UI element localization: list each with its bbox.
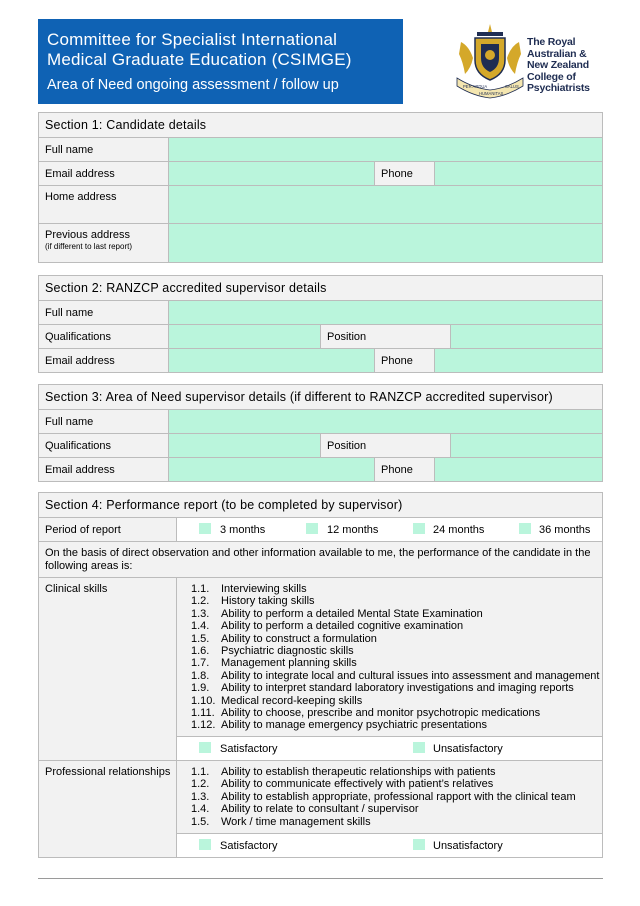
s3-email-field[interactable] xyxy=(168,457,375,482)
clinical-item-text: History taking skills xyxy=(221,595,315,608)
clinical-item-text: Medical record-keeping skills xyxy=(221,694,363,707)
clinical-item xyxy=(191,645,354,657)
clinical-item-number: 1.3. xyxy=(191,607,210,620)
clinical-item-number: 1.12. xyxy=(191,719,216,732)
section1-title: Section 1: Candidate details xyxy=(38,112,603,138)
professional-item xyxy=(191,766,496,778)
professional-item-text: Ability to establish therapeutic relationships with patients xyxy=(221,766,496,778)
ranzcp-logo xyxy=(455,24,605,100)
s1-previous-address-note: (if different to last report) xyxy=(45,242,132,251)
period-12-months-label: 12 months xyxy=(327,524,379,536)
professional-item-number: 1.2. xyxy=(191,778,210,791)
clinical-item-number: 1.8. xyxy=(191,669,210,682)
clinical-item-number: 1.11. xyxy=(191,707,215,719)
clinical-item-text: Ability to perform a detailed Mental State Examination xyxy=(221,607,483,620)
professional-unsatisfactory-label: Unsatisfactory xyxy=(433,840,503,852)
s2-qualifications-label: Qualifications xyxy=(38,324,169,349)
s2-position-label: Position xyxy=(320,324,451,349)
footer-divider xyxy=(38,878,603,879)
clinical-item xyxy=(191,633,377,645)
college-name: The Royal Australian & New Zealand College of Psychiatrists xyxy=(527,36,590,95)
professional-item-number: 1.4. xyxy=(191,803,210,816)
s1-phone-field[interactable] xyxy=(434,161,603,186)
s2-email-field[interactable] xyxy=(168,348,375,373)
professional-item xyxy=(191,791,576,803)
s1-home-address-field[interactable] xyxy=(168,185,603,224)
clinical-item-text: Ability to construct a formulation xyxy=(221,632,377,645)
s2-qualifications-field[interactable] xyxy=(168,324,321,349)
clinical-item xyxy=(191,657,357,669)
clinical-item-number: 1.9. xyxy=(191,682,210,695)
period-24-months-checkbox[interactable] xyxy=(413,523,425,534)
clinical-item-text: Ability to perform a detailed cognitive examination xyxy=(221,620,464,633)
professional-relationships-label: Professional relationships xyxy=(38,760,177,858)
s3-email-label: Email address xyxy=(38,457,169,482)
s1-full-name-label: Full name xyxy=(38,137,169,162)
s2-full-name-field[interactable] xyxy=(168,300,603,325)
s4-period-label: Period of report xyxy=(38,517,177,542)
motto-left: PER ARDUA xyxy=(463,84,488,89)
clinical-item-number: 1.10. xyxy=(191,694,216,707)
clinical-item-number: 1.5. xyxy=(191,632,210,645)
clinical-item-text: Ability to interpret standard laboratory investigations and imaging reports xyxy=(221,682,574,695)
s1-home-address-label: Home address xyxy=(38,185,169,224)
s3-position-label: Position xyxy=(320,433,451,458)
professional-satisfactory-checkbox[interactable] xyxy=(199,839,211,850)
header-banner xyxy=(38,19,403,104)
section4-title: Section 4: Performance report (to be completed by supervisor) xyxy=(38,492,603,518)
period-12-months-checkbox[interactable] xyxy=(306,523,318,534)
clinical-item-text: Ability to integrate local and cultural issues into assessment and management xyxy=(221,669,600,682)
s3-qualifications-field[interactable] xyxy=(168,433,321,458)
clinical-item xyxy=(191,583,307,595)
motto-bottom: HUMANITAS xyxy=(479,91,504,96)
clinical-item xyxy=(191,670,600,682)
clinical-item-number: 1.7. xyxy=(191,657,210,670)
clinical-skills-label: Clinical skills xyxy=(38,577,177,858)
form-title: Committee for Specialist International Medical Graduate Education (CSIMGE) xyxy=(47,30,352,69)
clinical-item xyxy=(191,682,574,694)
professional-satisfactory-label: Satisfactory xyxy=(220,840,278,852)
clinical-item-text: Management planning skills xyxy=(221,657,357,670)
s3-phone-label: Phone xyxy=(374,457,435,482)
s1-email-field[interactable] xyxy=(168,161,375,186)
s1-email-label: Email address xyxy=(38,161,169,186)
s1-phone-label: Phone xyxy=(374,161,435,186)
clinical-item-text: Interviewing skills xyxy=(221,583,307,595)
professional-item xyxy=(191,816,371,828)
s3-qualifications-label: Qualifications xyxy=(38,433,169,458)
clinical-item xyxy=(191,719,487,731)
period-24-months-label: 24 months xyxy=(433,524,485,536)
s2-phone-label: Phone xyxy=(374,348,435,373)
motto-right: SALUS xyxy=(505,84,519,89)
clinical-item-number: 1.2. xyxy=(191,595,210,608)
clinical-unsatisfactory-checkbox[interactable] xyxy=(413,742,425,753)
s3-full-name-label: Full name xyxy=(38,409,169,434)
professional-item-number: 1.5. xyxy=(191,815,210,828)
s2-email-label: Email address xyxy=(38,348,169,373)
s3-phone-field[interactable] xyxy=(434,457,603,482)
section3-title: Section 3: Area of Need supervisor details (if different to RANZCP accredited supervisor) xyxy=(38,384,603,410)
college-crest-icon xyxy=(455,24,527,100)
clinical-item xyxy=(191,595,315,607)
clinical-item xyxy=(191,707,540,719)
clinical-item-number: 1.6. xyxy=(191,645,210,657)
period-36-months-checkbox[interactable] xyxy=(519,523,531,534)
clinical-satisfactory-checkbox[interactable] xyxy=(199,742,211,753)
s4-intro: On the basis of direct observation and other information available to me, the performance of the candidate in the following areas is: xyxy=(38,541,603,578)
clinical-item-text: Psychiatric diagnostic skills xyxy=(221,645,354,657)
section2-title: Section 2: RANZCP accredited supervisor details xyxy=(38,275,603,301)
s3-position-field[interactable] xyxy=(450,433,603,458)
professional-item-text: Ability to relate to consultant / supervisor xyxy=(221,803,419,816)
clinical-item-number: 1.4. xyxy=(191,620,210,633)
s2-phone-field[interactable] xyxy=(434,348,603,373)
professional-item-text: Work / time management skills xyxy=(221,815,371,828)
s2-full-name-label: Full name xyxy=(38,300,169,325)
professional-unsatisfactory-checkbox[interactable] xyxy=(413,839,425,850)
s2-position-field[interactable] xyxy=(450,324,603,349)
s1-previous-address-field[interactable] xyxy=(168,223,603,263)
clinical-item xyxy=(191,695,362,707)
s3-full-name-field[interactable] xyxy=(168,409,603,434)
clinical-item xyxy=(191,608,483,620)
clinical-item-number: 1.1. xyxy=(191,583,210,595)
professional-item xyxy=(191,778,493,790)
clinical-satisfactory-label: Satisfactory xyxy=(220,743,278,755)
professional-item xyxy=(191,803,418,815)
period-36-months-label: 36 months xyxy=(539,524,591,536)
clinical-unsatisfactory-label: Unsatisfactory xyxy=(433,743,503,755)
professional-item-text: Ability to establish appropriate, professional rapport with the clinical team xyxy=(221,790,576,803)
clinical-item xyxy=(191,620,463,632)
s1-full-name-field[interactable] xyxy=(168,137,603,162)
clinical-item-text: Ability to manage emergency psychiatric presentations xyxy=(221,719,487,732)
period-3-months-checkbox[interactable] xyxy=(199,523,211,534)
s1-previous-address-label: Previous address (if different to last report) xyxy=(38,223,169,263)
professional-item-number: 1.1. xyxy=(191,766,210,778)
form-subtitle: Area of Need ongoing assessment / follow up xyxy=(47,77,339,93)
professional-item-number: 1.3. xyxy=(191,790,210,803)
period-3-months-label: 3 months xyxy=(220,524,266,536)
professional-item-text: Ability to communicate effectively with patient’s relatives xyxy=(221,778,494,791)
clinical-item-text: Ability to choose, prescribe and monitor psychotropic medications xyxy=(221,707,541,719)
